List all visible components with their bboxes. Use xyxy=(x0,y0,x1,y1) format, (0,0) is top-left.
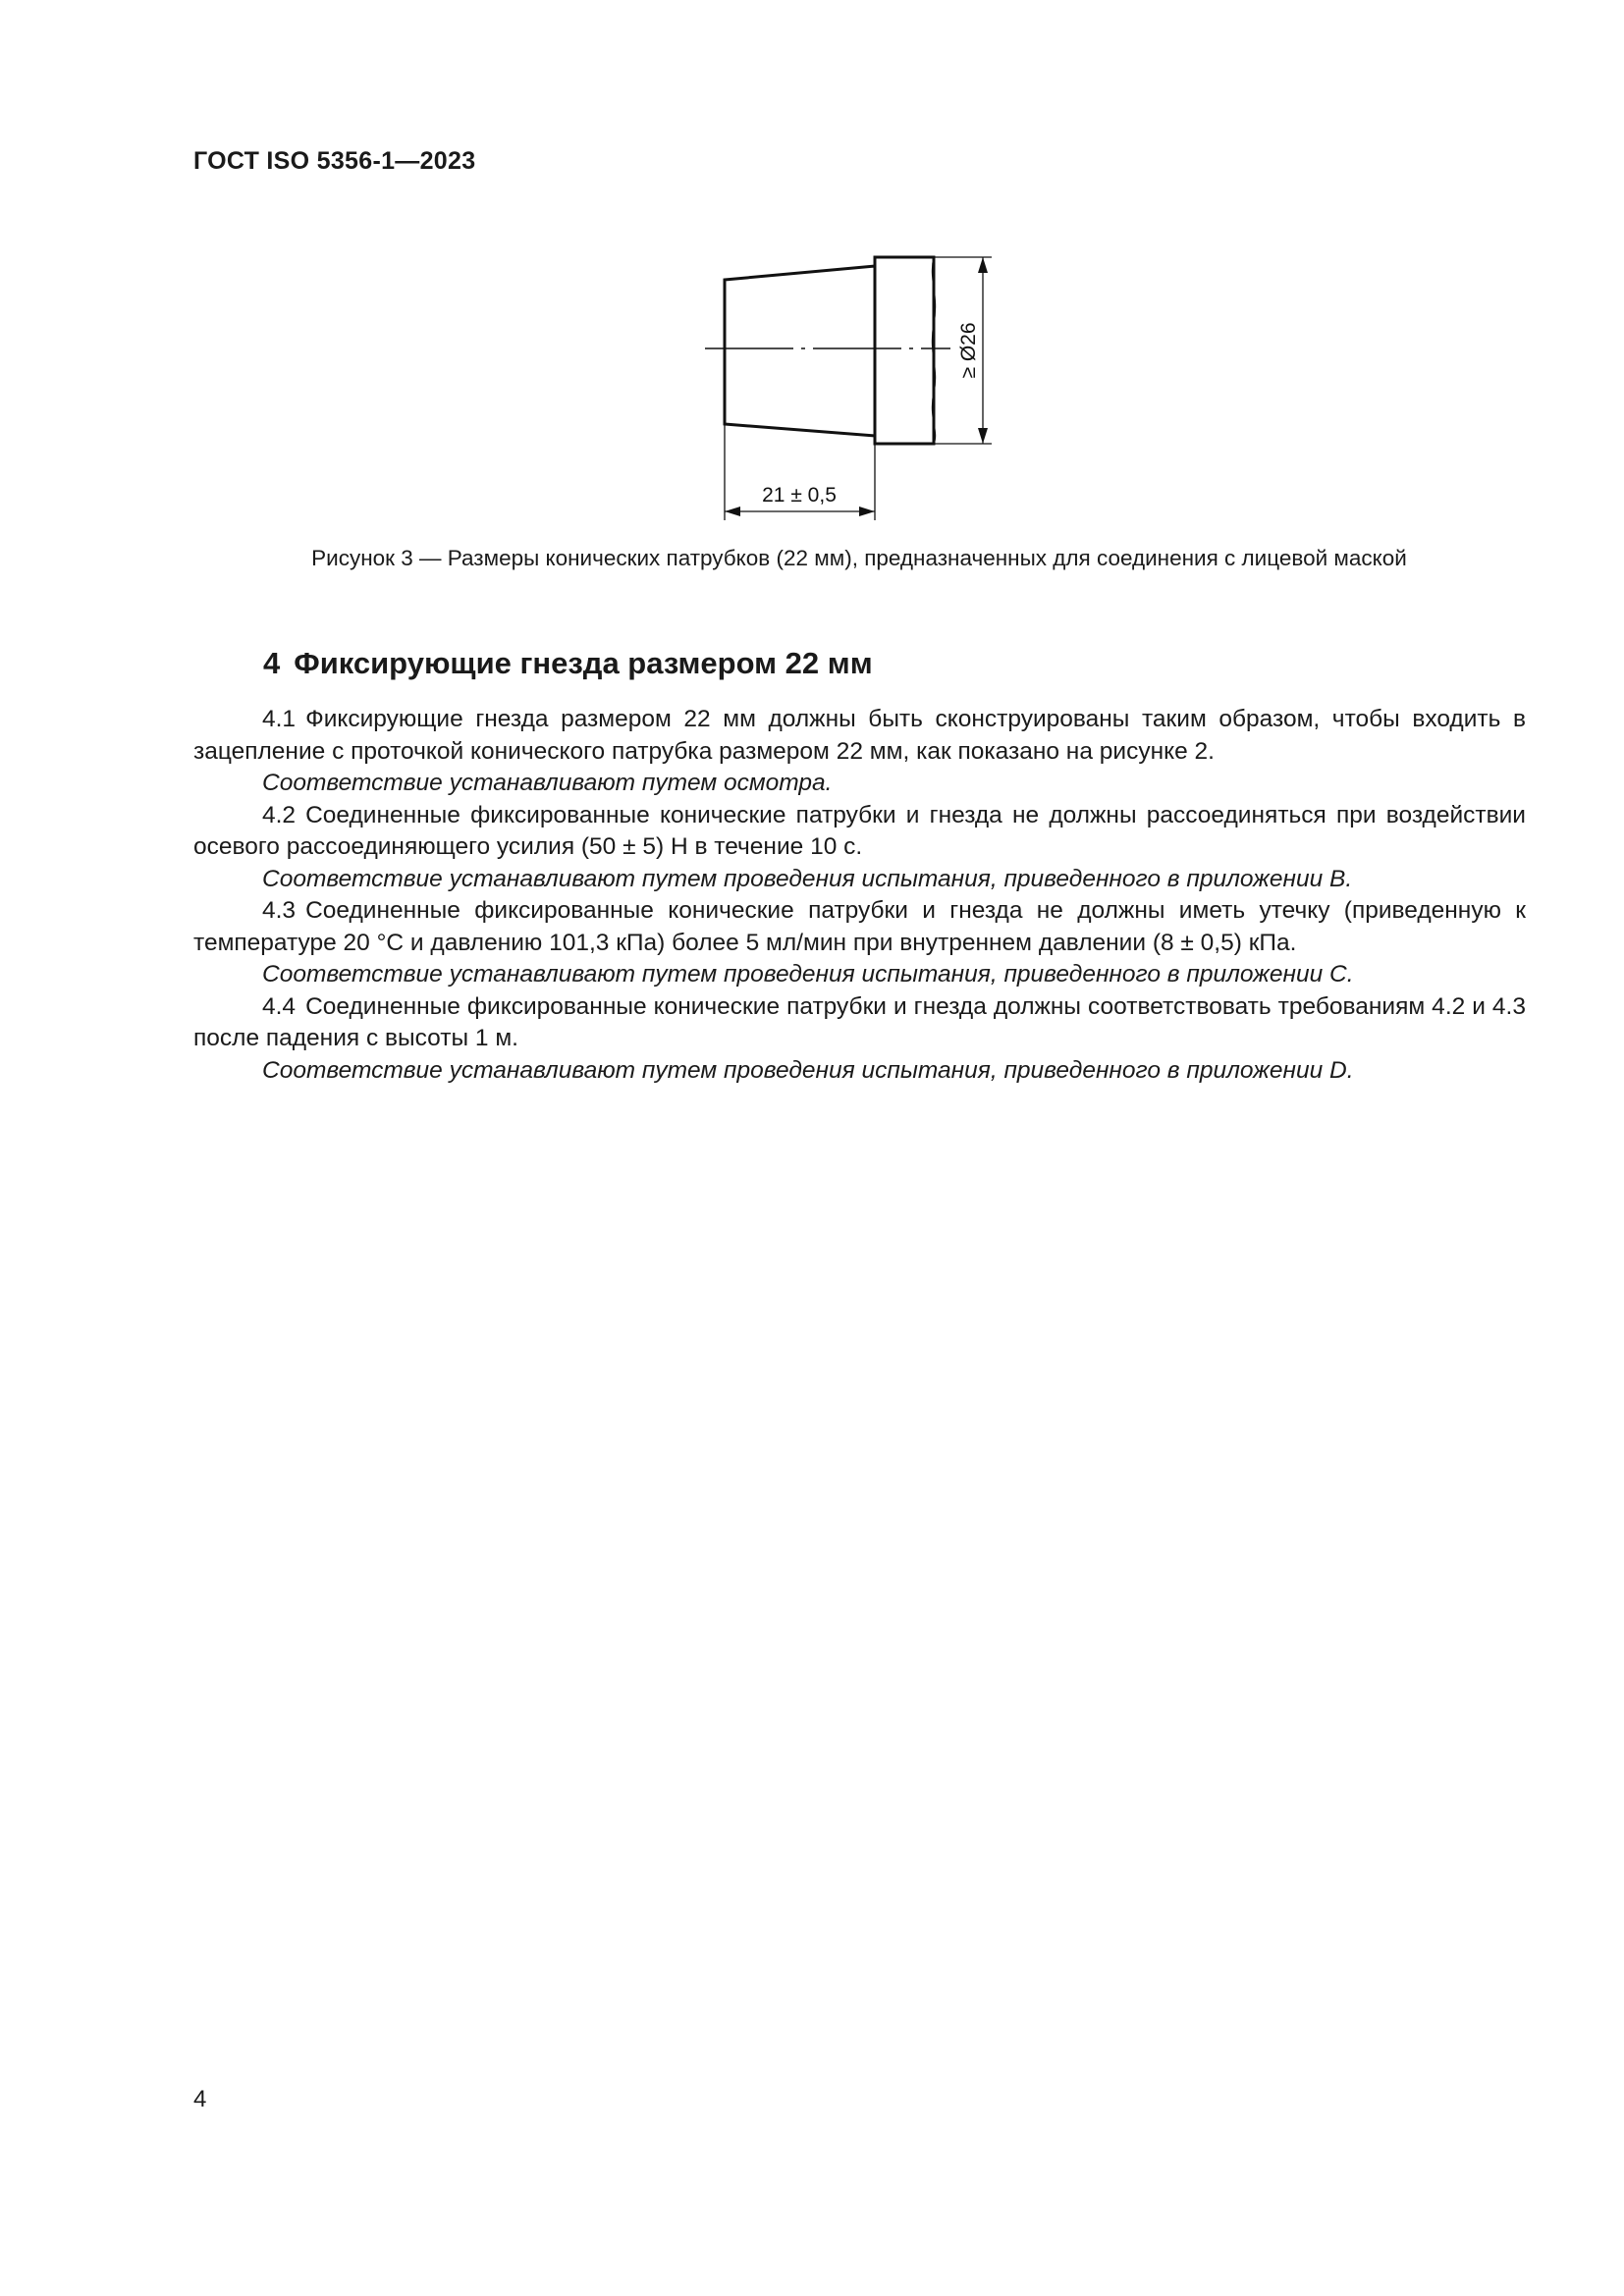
paragraph-text: Фиксирующие гнезда размером 22 мм должны быть сконструированы таким образом, чтобы входить в зацепление с проточкой конического патрубка размером 22 мм, как показано на рисунке 2. xyxy=(193,706,1526,765)
paragraph-text: Соединенные фиксированные конические патрубки и гнезда не должны иметь утечку (приведенную к температуре 20 °С и давлению 101,3 кПа) более 5 мл/мин при внутреннем давлении (8 ± 0,5) кПа. xyxy=(193,897,1526,956)
length-dimension-label: 21 ± 0,5 xyxy=(762,484,837,507)
compliance-note: Соответствие устанавливают путем проведения испытания, приведенного в приложении D. xyxy=(262,1056,1354,1084)
document-header-code: ГОСТ ISO 5356-1—2023 xyxy=(193,147,476,175)
paragraph-number: 4.1 xyxy=(262,706,297,732)
paragraph-4-2 xyxy=(193,800,1526,864)
diameter-dimension-label: ≥ Ø26 xyxy=(957,322,980,379)
compliance-note: Соответствие устанавливают путем проведения испытания, приведенного в приложении С. xyxy=(262,961,1354,988)
section-body xyxy=(193,704,1526,1087)
cone-outline xyxy=(725,266,875,436)
figure-caption: Рисунок 3 — Размеры конических патрубков (22 мм), предназначенных для соединения с лицевой маской xyxy=(311,546,1407,570)
section-heading xyxy=(263,646,873,681)
paragraph-4-4 xyxy=(193,991,1526,1055)
section-title-text: Фиксирующие гнезда размером 22 мм xyxy=(294,646,873,680)
flange-outline xyxy=(875,257,934,444)
compliance-note: Соответствие устанавливают путем осмотра. xyxy=(262,770,833,796)
paragraph-number: 4.4 xyxy=(262,992,297,1020)
paragraph-number: 4.3 xyxy=(262,897,297,924)
paragraph-4-3 xyxy=(193,895,1526,959)
figure-conical-connector-drawing xyxy=(677,245,1011,530)
page-number: 4 xyxy=(193,2086,207,2112)
paragraph-4-1 xyxy=(193,704,1526,768)
section-number: 4 xyxy=(263,646,281,680)
paragraph-text: Соединенные фиксированные конические патрубки и гнезда должны соответствовать требованиям 4.2 и 4.3 после падения с высоты 1 м. xyxy=(193,992,1526,1051)
paragraph-number: 4.2 xyxy=(262,801,297,828)
paragraph-text: Соединенные фиксированные конические патрубки и гнезда не должны рассоединяться при воздействии осевого рассоединяющего усилия (50 ± 5) Н в течение 10 с. xyxy=(193,801,1526,860)
compliance-note: Соответствие устанавливают путем проведения испытания, приведенного в приложении В. xyxy=(262,865,1353,892)
